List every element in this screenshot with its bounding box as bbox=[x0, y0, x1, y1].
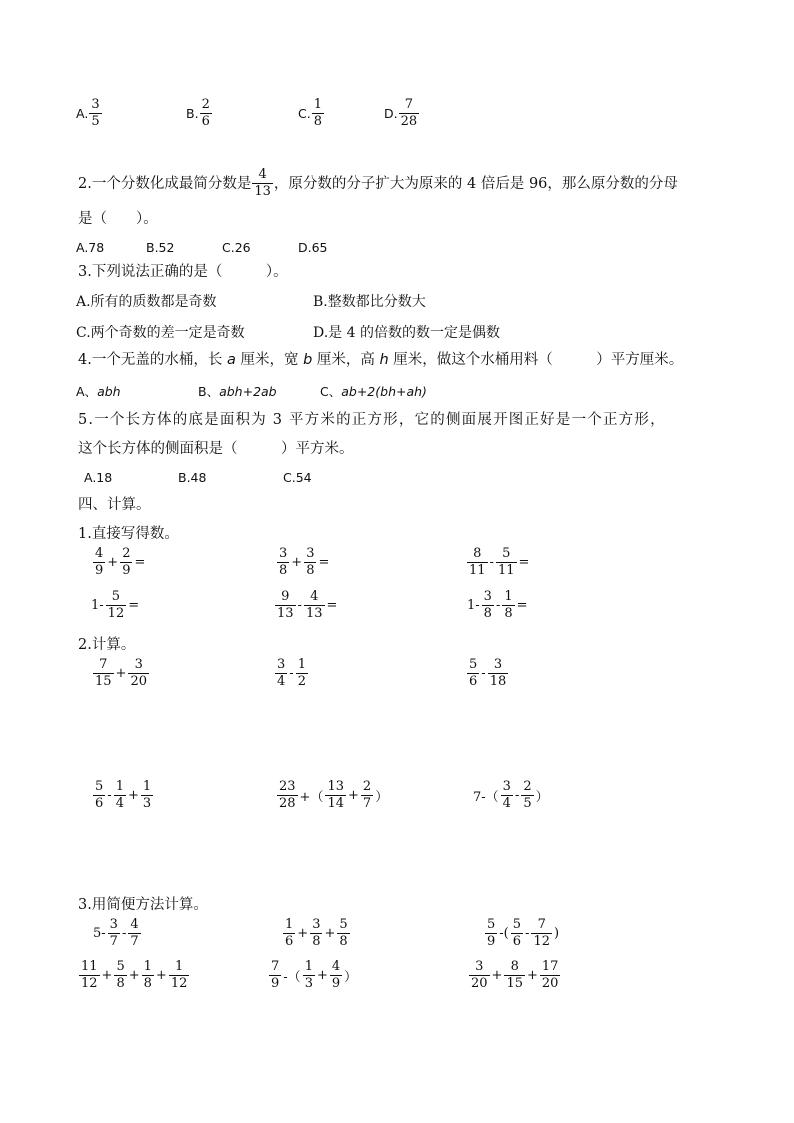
denominator: 15 bbox=[95, 674, 112, 689]
numerator: 4 bbox=[130, 917, 139, 932]
denominator: 15 bbox=[506, 976, 523, 991]
operator: ） bbox=[344, 970, 358, 985]
option-label: C. bbox=[298, 106, 311, 121]
denominator: 8 bbox=[483, 606, 492, 621]
fraction: $\frac{3}{5}$ bbox=[91, 97, 100, 129]
fraction bbox=[504, 960, 525, 991]
operator: = bbox=[326, 598, 338, 613]
fraction: $\frac{2}{6}$ bbox=[201, 97, 210, 129]
fraction bbox=[269, 960, 281, 991]
sub1-expr-4 bbox=[90, 590, 140, 621]
operator: + bbox=[297, 926, 309, 941]
denominator: 3 bbox=[142, 796, 152, 811]
fraction bbox=[283, 918, 295, 949]
operator: - bbox=[121, 926, 127, 941]
denominator: 8 bbox=[279, 563, 288, 578]
numerator: 11 bbox=[81, 959, 98, 974]
denominator: 5 bbox=[523, 796, 532, 811]
operator: - bbox=[289, 666, 294, 681]
sub3-expr-6 bbox=[468, 960, 561, 991]
denominator: 12 bbox=[170, 976, 188, 991]
numerator: 13 bbox=[327, 779, 344, 794]
fraction bbox=[277, 780, 298, 811]
numerator: 23 bbox=[279, 779, 296, 794]
fraction bbox=[303, 960, 315, 991]
denominator: 7 bbox=[362, 796, 372, 811]
denominator: 14 bbox=[327, 796, 344, 811]
fraction: $\frac{4}{13}$ bbox=[254, 167, 271, 199]
fraction bbox=[114, 960, 126, 991]
numerator: 3 bbox=[475, 959, 484, 974]
numerator: 7 bbox=[271, 959, 280, 974]
numerator: 1 bbox=[143, 959, 152, 974]
denominator: 20 bbox=[471, 976, 488, 991]
section-4-title: 四、计算。 bbox=[78, 497, 151, 513]
fraction bbox=[467, 547, 488, 578]
q4-option-b: B、abh+2ab bbox=[198, 384, 277, 399]
fraction bbox=[93, 780, 105, 811]
q3-stem: 3.下列说法正确的是（ ）。 bbox=[78, 264, 288, 280]
denominator: 4 bbox=[502, 796, 511, 811]
operator: + bbox=[107, 555, 119, 570]
operator: -( bbox=[499, 926, 509, 941]
fraction bbox=[540, 960, 561, 991]
denominator: 9 bbox=[271, 976, 280, 991]
numerator: 3 bbox=[483, 589, 492, 604]
fraction bbox=[141, 780, 153, 811]
sub3-expr-1 bbox=[92, 918, 142, 949]
fraction bbox=[511, 918, 523, 949]
q2-option-d: D.65 bbox=[298, 240, 328, 255]
q2-option-b: B.52 bbox=[146, 240, 175, 255]
q3-option-d: D.是 4 的倍数的数一定是偶数 bbox=[313, 325, 500, 341]
numerator: 17 bbox=[541, 959, 559, 974]
fraction bbox=[120, 547, 132, 578]
denominator: 18 bbox=[489, 674, 507, 689]
option-label: D. bbox=[384, 106, 398, 121]
denominator: 6 bbox=[285, 934, 294, 949]
operator: + bbox=[291, 555, 303, 570]
denominator: 6 bbox=[512, 934, 522, 949]
denominator: 9 bbox=[95, 563, 104, 578]
sub2-expr-5 bbox=[276, 780, 389, 811]
operator: - bbox=[525, 926, 530, 941]
fraction bbox=[502, 590, 514, 621]
fraction bbox=[469, 960, 490, 991]
operator: ） bbox=[535, 790, 549, 805]
denominator: 12 bbox=[533, 934, 550, 949]
fraction: $\frac{1}{8}$ bbox=[313, 97, 322, 129]
operator: - bbox=[481, 666, 486, 681]
q3-option-a: A.所有的质数都是奇数 bbox=[76, 294, 217, 310]
numerator: 1 bbox=[304, 959, 313, 974]
operator: - bbox=[107, 788, 112, 803]
numerator: 1 bbox=[142, 779, 152, 794]
operator: = bbox=[518, 555, 530, 570]
q3-option-c: C.两个奇数的差一定是奇数 bbox=[76, 325, 245, 341]
numerator: 7 bbox=[537, 917, 546, 932]
sub3-expr-4 bbox=[78, 960, 190, 991]
q2-text-b: ，原分数的分子扩大为原来的 4 倍后是 96，那么原分数的分母 bbox=[273, 175, 678, 192]
q5-option-b: B.48 bbox=[178, 470, 207, 485]
numerator: 1 bbox=[174, 959, 184, 974]
sub3-title: 3.用简便方法计算。 bbox=[78, 897, 208, 913]
sub1-expr-3 bbox=[466, 547, 530, 578]
fraction bbox=[485, 918, 497, 949]
option-label: B. bbox=[186, 106, 199, 121]
operator: 1- bbox=[91, 598, 104, 613]
operator: + bbox=[491, 968, 503, 983]
denominator: 8 bbox=[504, 606, 513, 621]
sub2-expr-4 bbox=[92, 780, 154, 811]
sub1-expr-5 bbox=[274, 590, 338, 621]
q1-option-b bbox=[186, 98, 213, 129]
fraction bbox=[531, 918, 552, 949]
numerator: 5 bbox=[339, 917, 348, 932]
operator: + bbox=[316, 968, 328, 983]
numerator: 5 bbox=[111, 589, 121, 604]
fraction bbox=[330, 960, 342, 991]
denominator: 12 bbox=[81, 976, 98, 991]
q4-option-a: A、abh bbox=[76, 384, 121, 399]
numerator: 2 bbox=[122, 546, 131, 561]
numerator: 1 bbox=[285, 917, 294, 932]
numerator: 5 bbox=[502, 546, 511, 561]
operator: = bbox=[128, 598, 140, 613]
q3-option-b: B.整数都比分数大 bbox=[313, 294, 426, 310]
denominator: 11 bbox=[469, 563, 486, 578]
fraction bbox=[106, 590, 127, 621]
denominator: 9 bbox=[331, 976, 341, 991]
operator: 7-（ bbox=[473, 790, 499, 805]
var-b: b bbox=[303, 352, 313, 368]
q4-option-c: C、ab+2(bh+ah) bbox=[320, 384, 427, 399]
denominator: 20 bbox=[130, 674, 147, 689]
q2-option-c: C.26 bbox=[222, 240, 251, 255]
denominator: 12 bbox=[107, 606, 125, 621]
numerator: 1 bbox=[115, 779, 124, 794]
sub1-expr-1 bbox=[92, 547, 146, 578]
sub1-title: 1.直接写得数。 bbox=[78, 526, 179, 542]
operator: - bbox=[489, 555, 494, 570]
operator: + bbox=[101, 968, 113, 983]
denominator: 13 bbox=[305, 606, 323, 621]
fraction bbox=[275, 658, 287, 689]
numerator: 3 bbox=[134, 657, 143, 672]
fraction bbox=[128, 658, 149, 689]
numerator: 8 bbox=[473, 546, 482, 561]
numerator: 3 bbox=[312, 917, 321, 932]
denominator: 8 bbox=[116, 976, 125, 991]
fraction bbox=[142, 960, 154, 991]
fraction bbox=[275, 590, 296, 621]
numerator: 2 bbox=[362, 779, 372, 794]
q2-option-a: A.78 bbox=[76, 240, 105, 255]
numerator: 3 bbox=[493, 657, 503, 672]
option-label: A. bbox=[76, 106, 89, 121]
denominator: 4 bbox=[115, 796, 124, 811]
q2-text-a: 2.一个分数化成最简分数是 bbox=[78, 175, 252, 192]
sub3-expr-5 bbox=[268, 960, 358, 991]
denominator: 11 bbox=[497, 563, 515, 578]
numerator: 9 bbox=[281, 589, 290, 604]
operator: ) bbox=[553, 926, 560, 941]
denominator: 4 bbox=[277, 674, 286, 689]
denominator: 8 bbox=[312, 934, 321, 949]
fraction bbox=[488, 658, 509, 689]
numerator: 5 bbox=[487, 917, 496, 932]
operator: + bbox=[155, 968, 167, 983]
operator: ） bbox=[375, 790, 389, 805]
operator: + bbox=[127, 788, 139, 803]
operator: -（ bbox=[283, 970, 301, 985]
operator: = bbox=[134, 555, 146, 570]
fraction bbox=[277, 547, 289, 578]
fraction bbox=[93, 547, 105, 578]
q2-stem-line2: 是（ ）。 bbox=[78, 211, 158, 227]
numerator: 1 bbox=[504, 589, 513, 604]
operator: + bbox=[348, 788, 359, 803]
operator: 5- bbox=[93, 926, 106, 941]
operator: - bbox=[514, 788, 520, 803]
q1-option-a bbox=[76, 98, 103, 129]
numerator: 3 bbox=[279, 546, 288, 561]
operator: + bbox=[324, 926, 336, 941]
operator: - bbox=[495, 598, 501, 613]
fraction bbox=[304, 590, 325, 621]
denominator: 9 bbox=[122, 563, 131, 578]
operator: = bbox=[318, 555, 330, 570]
denominator: 9 bbox=[487, 934, 496, 949]
sub2-title: 2.计算。 bbox=[78, 637, 136, 653]
denominator: 7 bbox=[109, 934, 118, 949]
sub3-expr-3 bbox=[484, 918, 560, 949]
numerator: 5 bbox=[116, 959, 125, 974]
fraction bbox=[325, 780, 346, 811]
numerator: 2 bbox=[523, 779, 532, 794]
fraction bbox=[501, 780, 513, 811]
fraction bbox=[521, 780, 533, 811]
numerator: 3 bbox=[502, 779, 511, 794]
sub2-expr-1 bbox=[92, 658, 150, 689]
numerator: 5 bbox=[512, 917, 522, 932]
operator: = bbox=[516, 598, 528, 613]
denominator: 2 bbox=[297, 674, 306, 689]
fraction bbox=[93, 658, 114, 689]
denominator: 20 bbox=[541, 976, 559, 991]
numerator: 8 bbox=[510, 959, 519, 974]
sub2-expr-2 bbox=[274, 658, 309, 689]
fraction bbox=[467, 658, 479, 689]
q4-stem: 4.一个无盖的水桶，长 a 厘米，宽 b 厘米，高 h 厘米，做这个水桶用料（ ）平方厘米。 bbox=[78, 352, 684, 368]
numerator: 5 bbox=[469, 657, 478, 672]
fraction bbox=[128, 918, 140, 949]
fraction bbox=[114, 780, 126, 811]
operator: 1- bbox=[467, 598, 480, 613]
denominator: 28 bbox=[279, 796, 296, 811]
numerator: 4 bbox=[95, 546, 104, 561]
fraction bbox=[79, 960, 100, 991]
sub3-expr-2 bbox=[282, 918, 351, 949]
q5-option-a: A.18 bbox=[84, 470, 113, 485]
operator: + bbox=[527, 968, 538, 983]
denominator: 6 bbox=[469, 674, 478, 689]
q5-option-c: C.54 bbox=[283, 470, 312, 485]
numerator: 3 bbox=[109, 917, 118, 932]
denominator: 3 bbox=[304, 976, 313, 991]
denominator: 13 bbox=[277, 606, 294, 621]
numerator: 1 bbox=[297, 657, 306, 672]
operator: + bbox=[128, 968, 140, 983]
numerator: 5 bbox=[95, 779, 104, 794]
q5-stem-line2: 这个长方体的侧面积是（ ）平方米。 bbox=[78, 441, 354, 457]
fraction bbox=[296, 658, 308, 689]
denominator: 6 bbox=[95, 796, 104, 811]
fraction bbox=[304, 547, 316, 578]
numerator: 4 bbox=[331, 959, 341, 974]
var-h: h bbox=[379, 352, 389, 368]
operator: + bbox=[115, 666, 127, 681]
numerator: 3 bbox=[277, 657, 286, 672]
denominator: 8 bbox=[143, 976, 152, 991]
q1-option-d bbox=[384, 98, 420, 129]
denominator: 8 bbox=[339, 934, 348, 949]
fraction bbox=[337, 918, 349, 949]
q2-stem-line1 bbox=[78, 168, 678, 199]
sub1-expr-2 bbox=[276, 547, 330, 578]
denominator: 8 bbox=[306, 563, 315, 578]
fraction bbox=[310, 918, 322, 949]
numerator: 3 bbox=[306, 546, 315, 561]
sub2-expr-3 bbox=[466, 658, 509, 689]
sub2-expr-6 bbox=[472, 780, 550, 811]
denominator: 7 bbox=[130, 934, 139, 949]
operator: +（ bbox=[299, 790, 324, 805]
fraction bbox=[169, 960, 190, 991]
numerator: 4 bbox=[310, 589, 319, 604]
fraction bbox=[482, 590, 494, 621]
fraction: $\frac{7}{28}$ bbox=[400, 97, 418, 129]
sub1-expr-6 bbox=[466, 590, 529, 621]
operator: - bbox=[297, 598, 302, 613]
q5-stem-line1: 5.一个长方体的底是面积为 3 平方米的正方形，它的侧面展开图正好是一个正方形， bbox=[78, 412, 666, 428]
fraction bbox=[496, 547, 517, 578]
fraction bbox=[361, 780, 373, 811]
var-a: a bbox=[226, 352, 236, 368]
q1-option-c bbox=[298, 98, 325, 129]
numerator: 7 bbox=[99, 657, 108, 672]
fraction bbox=[108, 918, 120, 949]
